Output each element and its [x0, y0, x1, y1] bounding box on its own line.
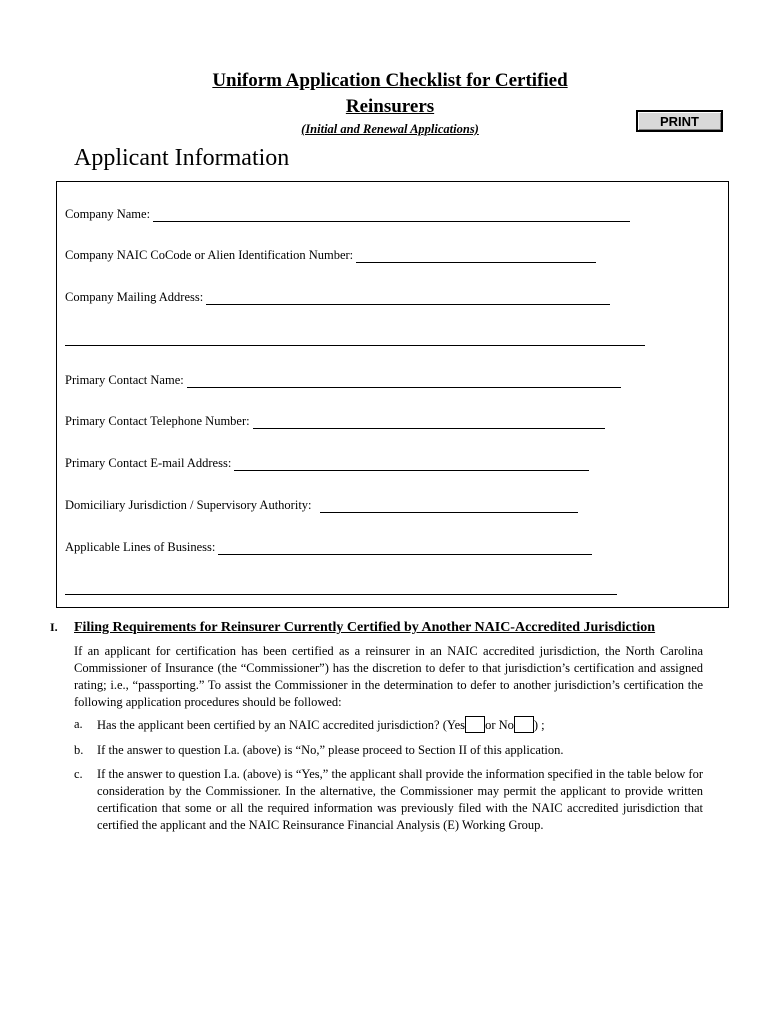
company-name-field[interactable]: [153, 211, 630, 222]
naic-code-row: [65, 248, 596, 263]
item-b-text: If the answer to question I.a. (above) is “No,” please proceed to Section II of this application.: [97, 743, 564, 757]
item-b-label: b.: [74, 743, 84, 757]
title-line-1: Uniform Application Checklist for Certified: [212, 70, 568, 91]
company-name-row: [65, 207, 630, 222]
domiciliary-row: [65, 498, 578, 513]
contact-email-field[interactable]: [234, 460, 589, 471]
item-b: [74, 742, 703, 759]
item-c-text: If the answer to question I.a. (above) is “Yes,” the applicant shall provide the information specified in the table below for consideration by the Commissioner. In the alternative, the Commissioner may permit the applicant to provide written certification that some or all the required information was previously filed with the NAIC accredited jurisdiction that certified the applicant and the NAIC Reinsurance Financial Analysis (E) Working Group.: [97, 767, 703, 832]
section-1-intro: If an applicant for certification has been certified as a reinsurer in an NAIC accredited jurisdiction, the North Carolina Commissioner of Insurance (the “Commissioner”) has the discretion to defer to that jurisdiction’s certification and assigned rating; i.e., “passporting.” To assist the Commissioner in the determination to defer to another jurisdiction’s certification the following application procedures should be followed:: [74, 644, 703, 709]
mailing-address-row: [65, 290, 610, 305]
item-a-or-no: or No: [485, 718, 514, 732]
applicant-information-box: [56, 181, 729, 608]
mailing-address-label: Company Mailing Address:: [65, 290, 204, 304]
domiciliary-field[interactable]: [320, 502, 578, 513]
document-title: [150, 68, 630, 137]
title-line-2: Reinsurers: [345, 96, 435, 117]
yes-checkbox[interactable]: [465, 716, 485, 733]
lines-of-business-field[interactable]: [218, 544, 592, 555]
contact-name-row: [65, 373, 621, 388]
contact-name-field[interactable]: [187, 377, 621, 388]
section-1-title: Filing Requirements for Reinsurer Currently Certified by Another NAIC-Accredited Jurisdiction: [74, 620, 656, 635]
item-a-body: [97, 716, 703, 734]
applicant-information-heading: Applicant Information: [74, 145, 290, 171]
mailing-address-field[interactable]: [206, 294, 610, 305]
item-a-label: a.: [74, 717, 83, 731]
item-a: [74, 716, 703, 734]
lines-of-business-line-2-field[interactable]: [65, 584, 617, 595]
item-c-label: c.: [74, 767, 83, 781]
section-1-number: I.: [50, 620, 58, 634]
domiciliary-label: Domiciliary Jurisdiction / Supervisory Authority:: [65, 498, 312, 512]
contact-phone-label: Primary Contact Telephone Number:: [65, 414, 250, 428]
lines-of-business-row: [65, 540, 592, 555]
contact-phone-field[interactable]: [253, 418, 605, 429]
mailing-address-line-2-field[interactable]: [65, 335, 645, 346]
print-button[interactable]: PRINT: [636, 110, 723, 132]
naic-code-field[interactable]: [356, 252, 596, 263]
document-subtitle: (Initial and Renewal Applications): [301, 122, 479, 136]
contact-name-label: Primary Contact Name:: [65, 373, 184, 387]
contact-email-label: Primary Contact E-mail Address:: [65, 456, 232, 470]
contact-email-row: [65, 456, 589, 471]
contact-phone-row: [65, 414, 605, 429]
lines-of-business-label: Applicable Lines of Business:: [65, 540, 216, 554]
no-checkbox[interactable]: [514, 716, 534, 733]
item-a-question: Has the applicant been certified by an NAIC accredited jurisdiction? (Yes: [97, 718, 466, 732]
item-a-end: ) ;: [533, 718, 545, 732]
naic-code-label: Company NAIC CoCode or Alien Identification Number:: [65, 248, 354, 262]
company-name-label: Company Name:: [65, 207, 151, 221]
section-1-heading: [50, 620, 655, 636]
item-c: [74, 766, 703, 834]
